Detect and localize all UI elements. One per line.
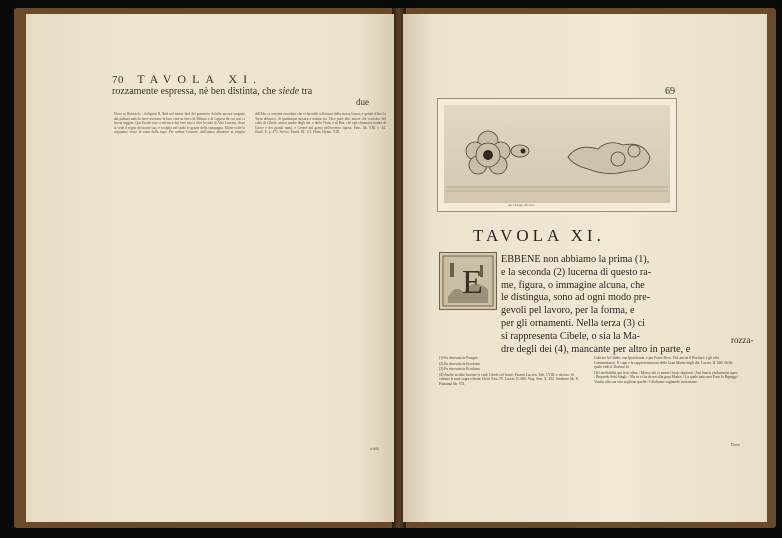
text-line: gevoli pel lavoro, per la forma, e [501,305,635,317]
footnote: (2) Fu ritrovata in Ercolano. [439,361,481,366]
footnote: (1) Fu ritrovata in Pompei. [439,356,479,360]
main-text [501,254,741,356]
text-line: dre degli dei (4), mancante per altro in parte, e [501,343,691,355]
left-page-number: 70 [112,74,124,86]
footnote: Oh! deeffabilis qui fecit albus / Morsi, ubi et moreri fustic deplorat / Aut Sancti ysolaverunt ispes / Boquedo Sehi Singli. / Ma tu vi ha de nei alla gran Madre, / La quale tutto non Fuor lo Rapaggi / Vestito alla sua vita sogliono quelle / Celebrano vagliando torta mano. [594,370,739,384]
text-line: le distingua, sono ad ogni modo pre- [501,292,651,304]
decorated-initial [439,252,497,310]
text-line: EBBENE non abbiamo la prima (1), [501,254,650,265]
left-signature: a ddd [370,446,379,451]
footnote: (4) Anche in altre lucerne si vede Cibele col leone: Passeri Lucern. Tab. CVIII. e altrove. Si vedano le note sopra riferite. Ovid. Fast. IV. Lucret. II. 600. Virg. Aen. X. 252. Strabone lib. X. Pausania lib. VII. [439,372,580,386]
left-page-header [112,72,262,87]
footnote: (3) Fu ritrovata in Ercolano. [439,367,481,372]
text-line: per gli ornamenti. Nella terza (3) ci [501,317,645,329]
text-line: si rappresenta Cibele, o sia la Ma- [501,330,640,342]
text-line: e la seconda (2) lucerna di questo ra- [501,266,652,278]
left-catchword: due [356,97,369,107]
book [14,8,776,528]
left-first-line: rozzamente espressa, nè ben distinta, che siede tra [112,86,313,97]
left-footnotes: Dove in Roboasfo ; Soligstat II. Ibid nel morte idol del guerriero Achille ancora sorgono dai palazzi antichi dove avevano le loro case in ferro di Milano e di Liguria da cui non ci lascia fuggire. Qui Ercole non si riferisce dal vero ma ci dice la sede di Alto Laurino, dove si vede il segno del nome suo, e scolpito nel suolo le grazie della campagna. Molte volte lo seguiamo verso la cima della rupe. Per ordine Crotone, dall'antico abitatore ai vergini dell'Ida, ci convien ricordare che vi ha nelle collezioni della stessa forma, e quindi d'altri la Terra abbracci, di qualunque misura e natura sia. Dice pure altri autori che scrissero del culto di Cibele, antica madre degli dei, e della Vesta, e di Rea, che egli chiamava madre di Giove e dei grandi numi, e Cerere dal grano nell'inverno riposa. Paus. lib. VIII. c. 44. Strab. X. p. 472. Servio, Eneid. III. 111. Hom. Hymn. XIII. [114,112,386,135]
engraving-plate [437,98,677,212]
left-page-title: TAVOLA XI. [137,72,263,86]
right-page [403,14,767,522]
plate-caption: Alt. e Lungh. del vero [508,203,534,207]
right-footnotes [439,356,739,466]
svg-text:E: E [462,264,483,301]
footnote: Cultrice la Cibele; con Ipsesfonda, e per Frane Diva. Vid. anche il Bochart; e gli altri Commentatori. Il capo e le rappresentazioni della Gran Madre degli dei, Lucret. II. 600. Della quale vedi il Tiraboschi. [594,356,733,370]
text-line: me, figura, o immagine alcuna, che [501,279,645,291]
left-page [26,14,394,522]
right-page-number: 69 [665,86,675,97]
initial-illustration [440,253,496,309]
right-bottom-catchword: Dove [731,442,740,447]
lamp-illustration [438,99,676,211]
right-catchword: rozza- [731,335,754,345]
plate-title: TAVOLA XI. [473,226,605,245]
